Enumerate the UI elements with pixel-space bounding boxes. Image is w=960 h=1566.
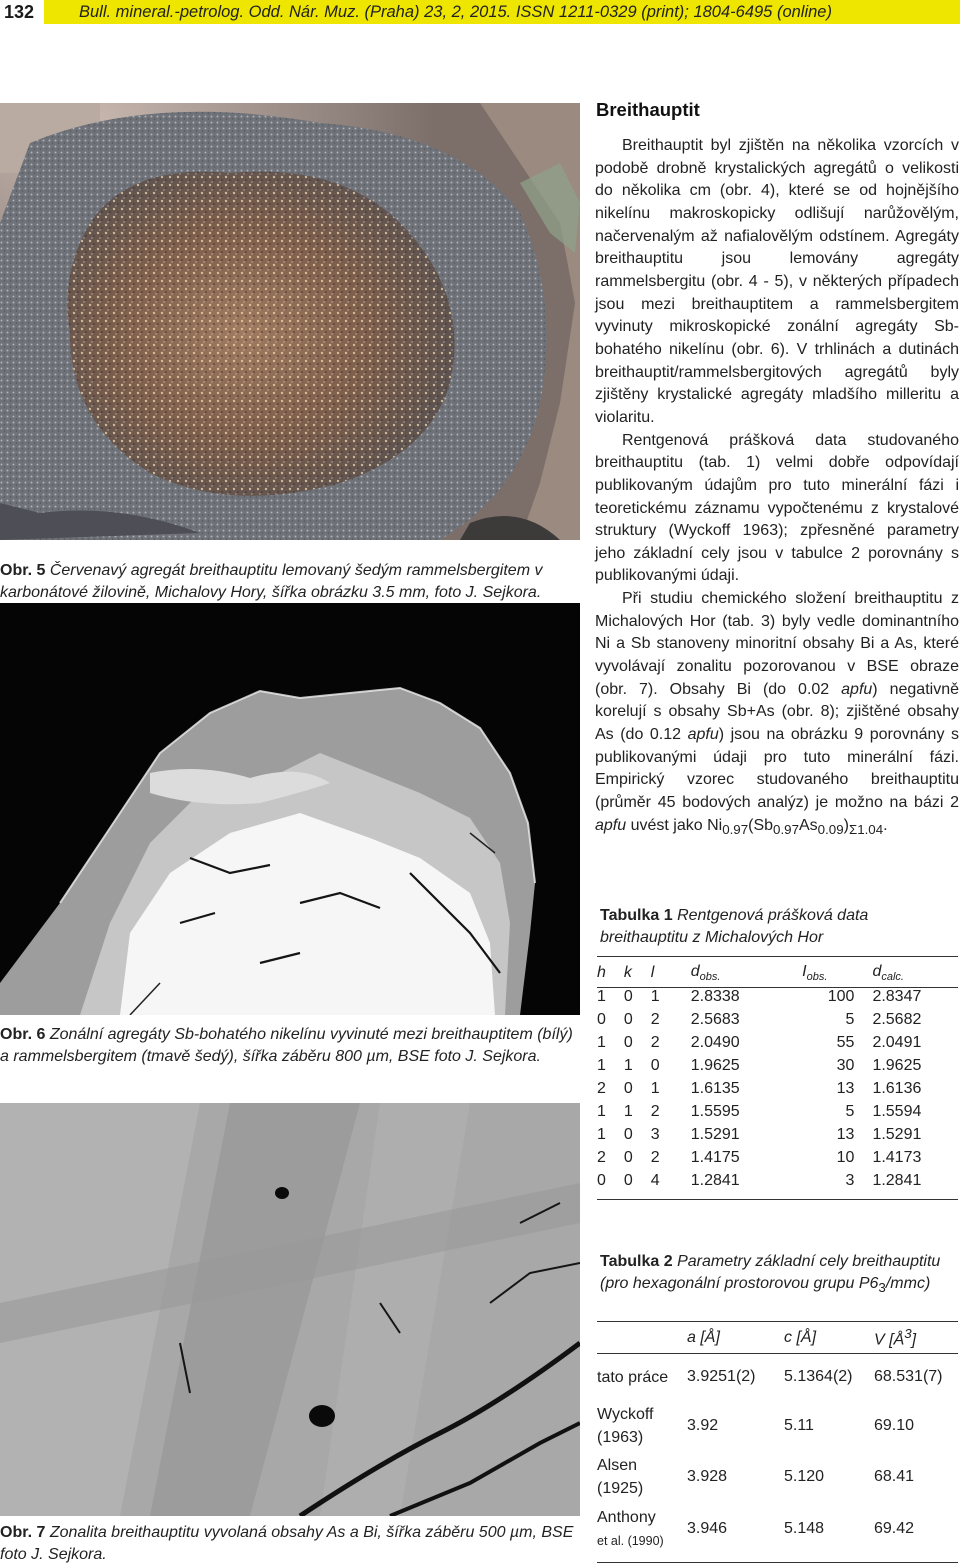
cell-source (597, 1503, 687, 1555)
p3-text-a: Při studiu chemického složení breithauptitu z Michalových Hor (tab. 3) byly vedle dominantního Ni a Sb stanoveny minoritní obsahy Bi a As, které vyvolávají zonalitu pozorovanou v BSE obraze (obr. 7). Obsahy Bi (do 0.02 (595, 590, 959, 698)
cell-l: 4 (650, 1171, 660, 1189)
obs-sub: obs. (806, 971, 828, 984)
section-title: Breithauptit (596, 99, 700, 120)
p3-text-b: ) negativně korelují s obsahy Sb+As (obr. 8); zjištěné obsahy As (do 0.12 (595, 680, 959, 744)
cell-a: 3.9251(2) (687, 1368, 756, 1385)
cell-h: 1 (597, 1033, 606, 1051)
cell-v: 69.10 (874, 1417, 915, 1434)
table-1 (597, 961, 960, 1192)
cell-dobs: 2.5683 (690, 1010, 740, 1028)
cell-iobs: 55 (836, 1033, 855, 1051)
cell-l: 3 (650, 1125, 660, 1143)
table-1-top-rule (597, 956, 958, 957)
table-row (597, 1077, 960, 1100)
cell-dobs: 2.8338 (690, 987, 740, 1005)
table-row (597, 1054, 960, 1077)
cell-v: 68.41 (874, 1468, 915, 1485)
table-1-header-row (597, 961, 960, 985)
figure-6-caption (0, 1024, 585, 1068)
formula-as-sub: 0.09 (817, 821, 844, 837)
cell-dobs: 1.4175 (690, 1148, 740, 1166)
table-row (597, 1451, 958, 1503)
cell-k: 0 (623, 987, 633, 1005)
cell-h: 0 (597, 1010, 606, 1028)
cell-dobs: 1.5595 (690, 1102, 740, 1120)
cell-iobs: 5 (845, 1102, 855, 1120)
table-1-title (600, 905, 958, 949)
table-row (597, 1503, 958, 1555)
p3-text-c: ) jsou na obrázku 9 porovnány s publikovanými údaji pro tuto minerální fázi. Empirický vzorec studovaného breithauptitu (průměr 45 bodových analýz) je možno na bázi 2 (595, 726, 960, 812)
cell-h: 1 (597, 1102, 606, 1120)
p3-text-d: uvést jako Ni (626, 816, 723, 834)
source-text: tato práce (597, 1368, 669, 1386)
cell-l: 2 (650, 1102, 660, 1120)
formula-as: As (799, 816, 818, 834)
cell-source (597, 1451, 687, 1503)
cell-iobs: 3 (845, 1171, 855, 1189)
d-symbol: d (872, 962, 882, 980)
table-row (597, 1353, 958, 1401)
table-2-title (600, 1251, 958, 1299)
figure-5-caption-text: Červenavý agregát breithauptitu lemovaný šedým rammelsbergitem v karbonátové žilovině, Michalovy Hory, šířka obrázku 3.5 mm, foto J. Sejkora. (0, 562, 543, 601)
table-2-bottom-rule (597, 1562, 958, 1563)
col-header-k: k (623, 964, 632, 981)
cell-dobs: 1.9625 (690, 1056, 740, 1074)
cell-h: 0 (597, 1171, 606, 1189)
body-text (595, 135, 959, 842)
v-sup: 3 (904, 1326, 912, 1342)
cell-v: 69.42 (874, 1520, 915, 1537)
source-text: Alsen (1925) (597, 1457, 644, 1497)
cell-h: 2 (597, 1148, 606, 1166)
cell-a: 3.92 (687, 1417, 719, 1434)
journal-citation: Bull. mineral.-petrolog. Odd. Nár. Muz. (Praha) 23, 2, 2015. ISSN 1211-0329 (print); 1804-6495 (online) (79, 3, 832, 21)
v-symbol: V [Å (874, 1331, 905, 1349)
figure-6-caption-text: Zonální agregáty Sb-bohatého nikelínu vyvinuté mezi breithauptitem (bílý) a rammelsbergitem (tmavě šedý), šířka záběru 800 µm, BSE foto J. Sejkora. (0, 1026, 573, 1065)
source-etal: et al. (1990) (597, 1533, 664, 1548)
cell-h: 2 (597, 1079, 606, 1097)
table-1-bottom-rule (597, 1199, 958, 1200)
cell-dcalc: 1.5291 (872, 1125, 922, 1143)
col-header-d-obs (691, 961, 780, 985)
cell-c: 5.1364(2) (784, 1368, 853, 1385)
i-symbol: I (802, 962, 807, 980)
apfu-term: apfu (841, 680, 873, 698)
col-header-h: h (597, 964, 606, 981)
cell-k: 0 (623, 1033, 633, 1051)
figure-7-caption-text: Zonalita breithauptitu vyvolaná obsahy As a Bi, šířka záběru 500 µm, BSE foto J. Sejkora. (0, 1524, 574, 1563)
table-1-caption: Rentgenová prášková data breithauptitu z Michalových Hor (600, 907, 869, 946)
cell-k: 0 (623, 1171, 633, 1189)
cell-dcalc: 2.5682 (872, 1010, 922, 1028)
space-group-sub: 3 (878, 1280, 886, 1296)
formula-ni-sub: 0.97 (722, 821, 749, 837)
table-row (597, 1031, 960, 1054)
apfu-term: apfu (595, 816, 627, 834)
cell-l: 1 (650, 1079, 660, 1097)
table-2-label: Tabulka 2 (600, 1253, 673, 1270)
formula-sum-sub: Σ1.04 (848, 821, 884, 837)
table-row (597, 1123, 960, 1146)
figure-5-photo (0, 103, 580, 540)
obs-sub: obs. (699, 971, 721, 984)
cell-dcalc: 1.2841 (872, 1171, 922, 1189)
figure-7-caption (0, 1522, 585, 1566)
formula-sb: (Sb (748, 816, 774, 834)
figure-5-label: Obr. 5 (0, 562, 46, 579)
cell-a: 3.946 (687, 1520, 728, 1537)
v-close: ] (911, 1331, 917, 1349)
apfu-term: apfu (687, 726, 719, 744)
col-header-source (597, 1323, 687, 1353)
paragraph-2: Rentgenová prášková data studovaného breithauptitu (tab. 1) velmi dobře odpovídají publikovaným údajům pro tuto minerální fázi i teoretickému záznamu vypočtenému z krystalové struktury (Wyckoff 1963); zpřesněné parametry jeho základní cely jsou v tabulce 2 porovnány s publikovanými údaji. (595, 431, 959, 585)
cell-dcalc: 2.0491 (872, 1033, 922, 1051)
cell-c: 5.120 (784, 1468, 825, 1485)
col-header-d-calc (854, 961, 960, 985)
table-2 (597, 1323, 958, 1555)
col-header-v (874, 1323, 958, 1353)
table-row (597, 1146, 960, 1169)
cell-k: 0 (623, 1010, 633, 1028)
col-header-c: c [Å] (784, 1329, 817, 1346)
cell-k: 0 (623, 1148, 633, 1166)
table-row (597, 985, 960, 1008)
cell-h: 1 (597, 1056, 606, 1074)
cell-h: 1 (597, 1125, 606, 1143)
cell-iobs: 30 (836, 1056, 855, 1074)
cell-dobs: 1.5291 (690, 1125, 740, 1143)
col-header-a: a [Å] (687, 1329, 720, 1346)
page-number: 132 (0, 0, 44, 24)
cell-k: 0 (623, 1079, 633, 1097)
table-2-caption: Parametry základní cely breithauptitu (pro hexagonální prostorovou grupu (600, 1253, 941, 1292)
col-header-l: l (650, 964, 655, 981)
cell-iobs: 100 (827, 987, 855, 1005)
formula-close: ) (843, 816, 849, 834)
table-2-header-row (597, 1323, 958, 1353)
cell-source (597, 1401, 687, 1451)
source-text: Anthony (597, 1508, 656, 1526)
cell-dcalc: 1.4173 (872, 1148, 922, 1166)
paragraph-3 (595, 588, 959, 841)
cell-iobs: 10 (836, 1148, 855, 1166)
table-row (597, 1100, 960, 1123)
table-row (597, 1169, 960, 1192)
cell-dobs: 2.0490 (690, 1033, 740, 1051)
cell-c: 5.148 (784, 1520, 825, 1537)
space-group: P6 (858, 1275, 879, 1292)
cell-dcalc: 1.6136 (872, 1079, 922, 1097)
formula-end: . (883, 816, 888, 834)
journal-header-bar (0, 0, 960, 24)
cell-v: 68.531(7) (874, 1368, 943, 1385)
figure-7-label: Obr. 7 (0, 1524, 46, 1541)
paragraph-1: Breithauptit byl zjištěn na několika vzorcích v podobě drobně krystalických agregátů o velikosti do několika cm (obr. 4), které se od hojnějšího nikelínu makroskopicky odlišují narůžovělým, načervenalým až nafialovělým odstínem. Agregáty breithauptitu jsou lemovány agregáty rammelsbergitu (obr. 4 - 5), v některých případech jsou mezi breithauptitem a rammelsbergitem vyvinuty mikroskopické zonální agregáty Sb-bohatého nikelínu (obr. 6). V trhlinách a dutinách breithauptit/rammelsbergitových agregátů byly zjištěny krystalické agregáty mladšího milleritu a violaritu. (595, 137, 959, 426)
cell-h: 1 (597, 987, 606, 1005)
figure-7-bse-image (0, 1103, 580, 1516)
cell-iobs: 13 (836, 1125, 855, 1143)
formula-sb-sub: 0.97 (773, 821, 799, 837)
cell-l: 0 (650, 1056, 660, 1074)
cell-dobs: 1.6135 (690, 1079, 740, 1097)
table-2-top-rule (597, 1321, 958, 1322)
cell-dobs: 1.2841 (690, 1171, 740, 1189)
cell-dcalc: 1.9625 (872, 1056, 922, 1074)
table-row (597, 1401, 958, 1451)
figure-6-bse-image (0, 603, 580, 1015)
table-1-label: Tabulka 1 (600, 907, 673, 924)
cell-k: 1 (623, 1056, 633, 1074)
cell-source (597, 1353, 687, 1401)
figure-5-caption (0, 560, 585, 604)
cell-k: 0 (623, 1125, 633, 1143)
cell-a: 3.928 (687, 1468, 728, 1485)
d-symbol: d (690, 962, 700, 980)
cell-iobs: 5 (845, 1010, 855, 1028)
cell-l: 2 (650, 1010, 660, 1028)
cell-l: 1 (650, 987, 660, 1005)
cell-k: 1 (623, 1102, 633, 1120)
space-group-post: /mmc) (885, 1275, 931, 1292)
figure-6-label: Obr. 6 (0, 1026, 46, 1043)
cell-l: 2 (650, 1033, 660, 1051)
cell-c: 5.11 (784, 1417, 814, 1434)
cell-iobs: 13 (836, 1079, 855, 1097)
cell-dcalc: 1.5594 (872, 1102, 922, 1120)
source-text: Wyckoff (1963) (597, 1406, 654, 1446)
cell-dcalc: 2.8347 (872, 987, 922, 1005)
cell-l: 2 (650, 1148, 660, 1166)
table-row (597, 1008, 960, 1031)
col-header-i-obs (780, 961, 854, 985)
calc-sub: calc. (881, 971, 904, 984)
